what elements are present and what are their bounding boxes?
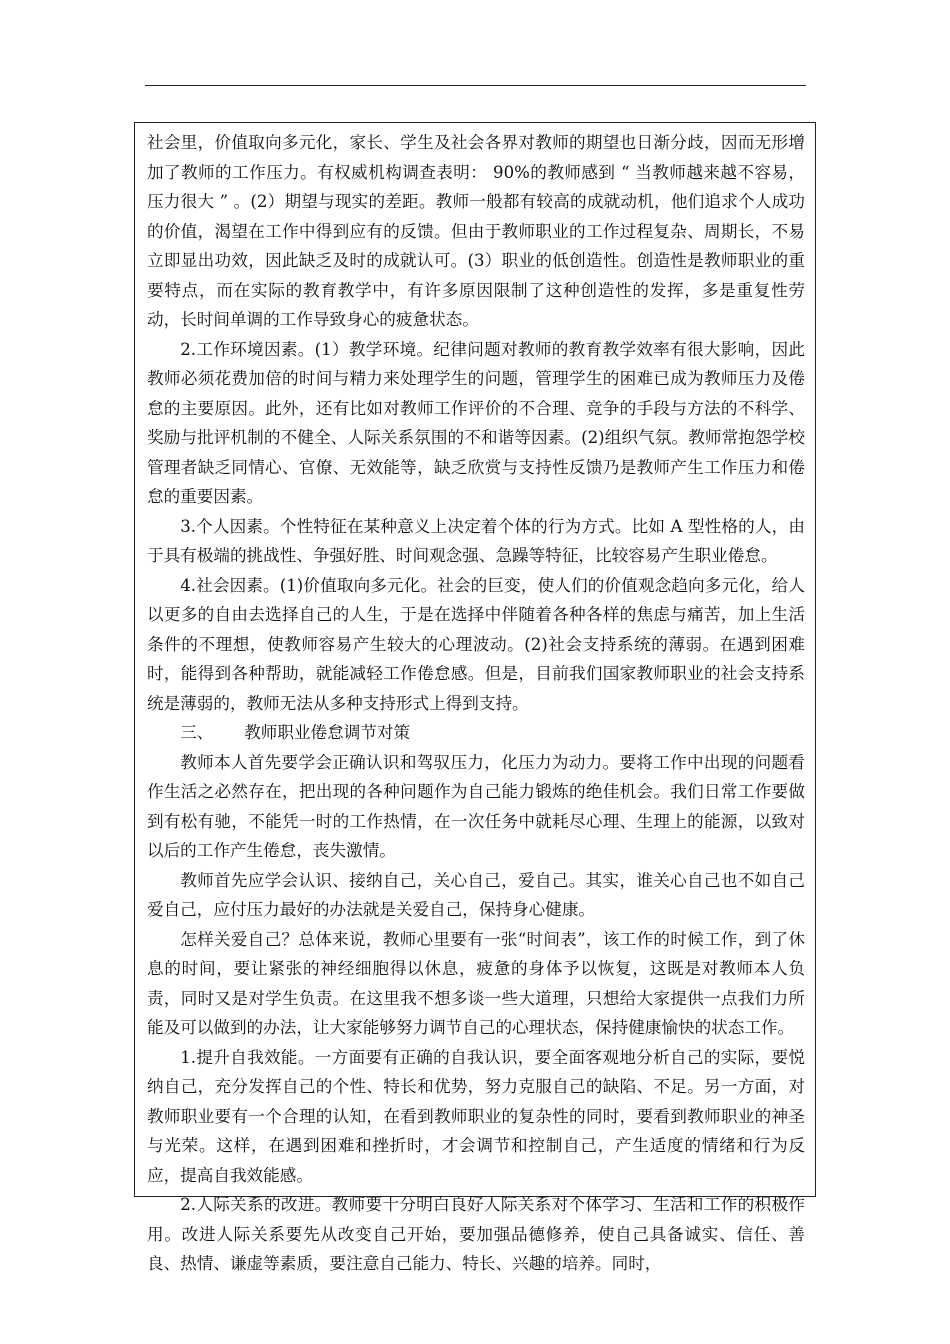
paragraph: 4.社会因素。(1)价值取向多元化。社会的巨变，使人们的价值观念趋向多元化，给人以更多的自由去选择自己的人生，于是在选择中伴随着各种各样的焦虑与痛苦，加上生活条件的不理想，使教师容易产生较大的心理波动。(2)社会支持系统的薄弱。在遇到困难时，能得到各种帮助，就能减轻工作倦怠感。但是，目前我们国家教师职业的社会支持系统是薄弱的，教师无法从多种支持形式上得到支持。 [147, 575, 805, 713]
section-title: 教师职业倦怠调节对策 [244, 723, 411, 742]
paragraph: 教师本人首先要学会正确认识和驾驭压力，化压力为动力。要将工作中出现的问题看作生活之必然存在，把出现的各种问题作为自己能力锻炼的绝佳机会。我们日常工作要做到有松有驰，不能凭一时的工作热情，在一次任务中就耗尽心理、生理上的能源，以致对以后的工作产生倦怠，丧失激情。 [147, 752, 805, 860]
paragraph: 社会里，价值取向多元化，家长、学生及社会各界对教师的期望也日渐分歧，因而无形增加了教师的工作压力。有权威机构调查表明： 90%的教师感到 “ 当教师越来越不容易，压力很大 ” 。(2）期望与现实的差距。教师一般都有较高的成就动机，他们追求个人成功的价值，渴望在工作中得到应有的反馈。但由于教师职业的工作过程复杂、周期长，不易立即显出功效，因此缺乏及时的成就认可。(3）职业的低创造性。创造性是教师职业的重要特点，而在实际的教育教学中，有许多原因限制了这种创造性的发挥，多是重复性劳动，长时间单调的工作导致身心的疲惫状态。 [147, 133, 805, 329]
document-body [147, 128, 805, 1279]
paragraph: 教师首先应学会认识、接纳自己，关心自己，爱自己。其实，谁关心自己也不如自己爱自己，应付压力最好的办法就是关爱自己，保持身心健康。 [147, 870, 805, 919]
paragraph: 2.工作环境因素。(1）教学环境。纪律问题对教师的教育教学效率有很大影响，因此教师必须花费加倍的时间与精力来处理学生的问题，管理学生的困难已成为教师压力及倦怠的主要原因。此外，还有比如对教师工作评价的不合理、竞争的手段与方法的不科学、奖励与批评机制的不健全、人际关系氛围的不和谐等因素。(2)组织气氛。教师常抱怨学校管理者缺乏同情心、官僚、无效能等，缺乏欣赏与支持性反馈乃是教师产生工作压力和倦怠的重要因素。 [147, 339, 805, 506]
header-rule [145, 85, 806, 86]
paragraph: 1.提升自我效能。一方面要有正确的自我认识，要全面客观地分析自己的实际，要悦纳自己，充分发挥自己的个性、特长和优势，努力克服自己的缺陷、不足。另一方面，对教师职业要有一个合理的认知，在看到教师职业的复杂性的同时，要看到教师职业的神圣与光荣。这样，在遇到困难和挫折时，才会调节和控制自己，产生适度的情绪和行为反应，提高自我效能感。 [147, 1047, 805, 1185]
document-frame [134, 122, 816, 1273]
section-number: 三、 [180, 723, 214, 742]
paragraph: 怎样关爱自己？总体来说，教师心里要有一张“时间表”，该工作的时候工作，到了休息的时间，要让紧张的神经细胞得以休息，疲惫的身体予以恢复，这既是对教师本人负责，同时又是对学生负责。在这里我不想多谈一些大道理，只想给大家提供一点我们力所能及可以做到的办法，让大家能够努力调节自己的心理状态，保持健康愉快的状态工作。 [147, 929, 805, 1037]
section-heading [147, 718, 805, 748]
paragraph: 3.个人因素。个性特征在某种意义上决定着个体的行为方式。比如 A 型性格的人，由于具有极端的挑战性、争强好胜、时间观念强、急躁等特征，比较容易产生职业倦怠。 [147, 516, 805, 565]
paragraph: 2.人际关系的改进。教师要十分明白良好人际关系对个体学习、生活和工作的积极作用。改进人际关系要先从改变自己开始，要加强品德修养，使自己具备诚实、信任、善良、热情、谦虚等素质，要注意自己能力、特长、兴趣的培养。同时， [147, 1195, 805, 1273]
